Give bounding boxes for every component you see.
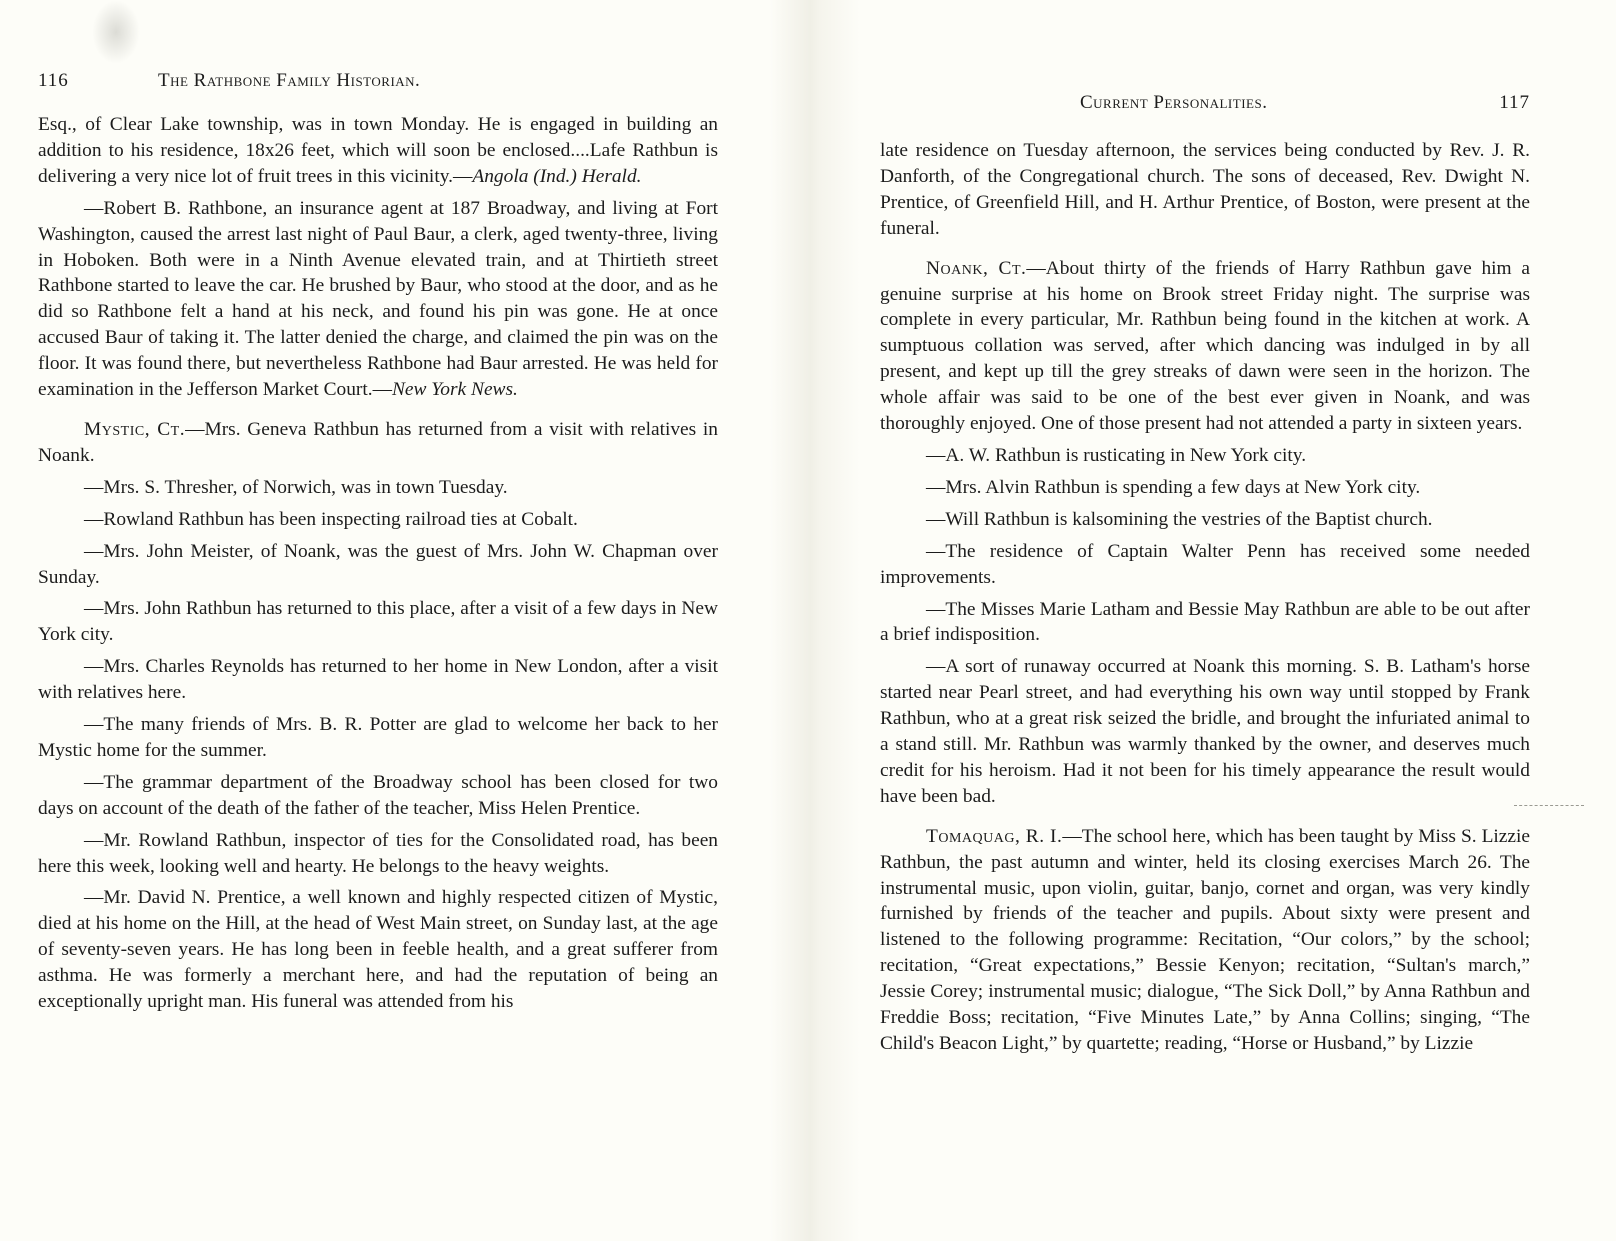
paragraph [880,824,1530,1057]
right-page [880,0,1530,1241]
paragraph: —Rowland Rathbun has been inspecting railroad ties at Cobalt. [84,508,578,530]
paragraph [38,112,718,190]
paragraph: —The residence of Captain Walter Penn has received some needed improvements. [880,540,1530,588]
running-head-title: The Rathbone Family Historian. [158,70,421,91]
book-gutter [770,0,860,1241]
paragraph-text: —About thirty of the friends of Harry Rathbun gave him a genuine surprise at his home on Brook street Friday night. The surprise was complete in every particular, Mr. Rathbun being found in the kitchen at work. A sumptuous collation was served, after which dancing was indulged in by all present, and kept up till the grey streaks of dawn were seen in the horizon. The whole affair was said to be one of the best ever given in Noank, and was thoroughly enjoyed. One of those present had not attended a party in sixteen years. [880,257,1530,435]
paragraph: —Mrs. John Rathbun has returned to this place, after a visit of a few days in New York city. [38,598,718,646]
paragraph-text: Esq., of Clear Lake township, was in town Monday. He is engaged in building an addition to his residence, 18x26 feet, which will soon be enclosed....Lafe Rathbun is delivering a very nice lot of fruit trees in this vicinity.— [38,114,718,187]
paragraph [880,256,1530,437]
paragraph [38,196,718,403]
paragraph: —Mrs. Charles Reynolds has returned to her home in New London, after a visit with relatives here. [38,656,718,704]
paragraph: —The grammar department of the Broadway school has been closed for two days on account of the death of the father of the teacher, Miss Helen Prentice. [38,771,718,819]
paragraph: —Mrs. S. Thresher, of Norwich, was in town Tuesday. [84,476,508,498]
paragraph: —The Misses Marie Latham and Bessie May Rathbun are able to be out after a brief indisposition. [880,598,1530,646]
paragraph: —Will Rathbun is kalsomining the vestries of the Baptist church. [926,508,1433,530]
page-number: 116 [38,70,69,91]
paragraph: —The many friends of Mrs. B. R. Potter are glad to welcome her back to her Mystic home for the summer. [38,714,718,761]
paragraph-text: —Mrs. Geneva Rathbun has returned from a visit with relatives in Noank. [38,418,718,466]
left-page-text [38,112,718,1021]
running-head-title: Current Personalities. [1080,92,1268,113]
page-number: 117 [1499,92,1530,113]
paragraph: —Mr. David N. Prentice, a well known and highly respected citizen of Mystic, died at his home on the Hill, at the head of West Main street, on Sunday last, at the age of seventy-seven years. He has long been in feeble health, and a great sufferer from asthma. He was formerly a merchant here, and had the reputation of being an exceptionally upright man. His funeral was attended from his [38,887,718,1013]
paragraph: —Mrs. Alvin Rathbun is spending a few days at New York city. [926,476,1421,498]
paragraph: late residence on Tuesday afternoon, the services being conducted by Rev. J. R. Danforth, of the Congregational church. The sons of deceased, Rev. Dwight N. Prentice, of Greenfield Hill, and H. Arthur Prentice, of Boston, were present at the funeral. [880,140,1530,239]
place-heading: Mystic, Ct. [84,418,186,440]
paragraph [38,417,718,469]
left-page [38,0,718,1241]
right-running-head [880,92,1530,122]
paragraph: —Mrs. John Meister, of Noank, was the guest of Mrs. John W. Chapman over Sunday. [38,540,718,588]
paragraph-text: —The school here, which has been taught by Miss S. Lizzie Rathbun, the past autumn and winter, held its closing exercises March 26. The instrumental music, upon violin, guitar, banjo, cornet and organ, was very kindly furnished by friends of the teacher and pupils. About sixty were present and listened to the following programme: Recitation, “Our colors,” by the school; recitation, “Great expectations,” Bessie Kenyon; recitation, “Sultan's march,” Jessie Corey; instrumental music; dialogue, “The Sick Doll,” by Anna Rathbun and Freddie Boss; recitation, “Five Minutes Late,” by Anna Collins; singing, “The Child's Beacon Light,” by quartette; reading, “Horse or Husband,” by Lizzie [880,825,1531,1054]
paragraph: —A. W. Rathbun is rusticating in New York city. [926,444,1307,466]
place-heading: Tomaquag, R. I. [926,825,1063,847]
right-page-text [880,138,1530,1063]
paragraph: —Mr. Rowland Rathbun, inspector of ties for the Consolidated road, has been here this week, looking well and hearty. He belongs to the heavy weights. [38,829,718,877]
source-citation: Angola (Ind.) Herald. [472,165,642,187]
source-citation: New York News. [391,379,518,401]
left-running-head [38,70,718,100]
place-heading: Noank, Ct. [926,257,1027,279]
paragraph-text: —Robert B. Rathbone, an insurance agent at 187 Broadway, and living at Fort Washington, caused the arrest last night of Paul Baur, a clerk, aged twenty-three, living in Hoboken. Both were in a Ninth Avenue elevated train, and at Thirtieth street Rathbone started to leave the car. He brushed by Baur, who stood at the door, and as he did so Rathbone felt a hand at his neck, and found his pin was gone. He at once accused Baur of taking it. The latter denied the charge, and claimed the pin was on the floor. It was found there, but nevertheless Rathbone had Baur arrested. He was held for examination in the Jefferson Market Court.— [38,197,718,401]
paragraph: —A sort of runaway occurred at Noank this morning. S. B. Latham's horse started near Pearl street, and had everything his own way until stopped by Frank Rathbun, who at a great risk seized the bridle, and brought the infuriated animal to a stand still. Mr. Rathbun was warmly thanked by the owner, and deserves much credit for his heroism. Had it not been for his timely appearance the result would have been bad. [880,656,1530,807]
